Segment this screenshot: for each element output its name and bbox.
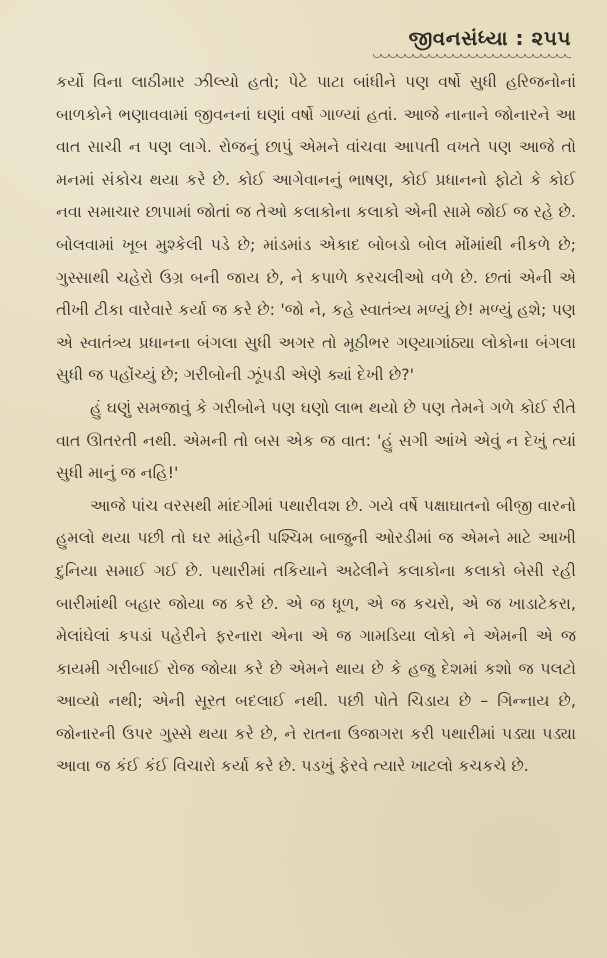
page-body xyxy=(56,66,576,783)
paragraph-3: આજે પાંચ વરસથી માંદગીમાં પથારીવશ છે. ગયે વર્ષે પક્ષાઘાતનો બીજી વારનો હુમલો થયા પછી તો ઘર માંહેની પશ્ચિમ બાજુની ઓરડીમાં જ એમને માટે આખી દુનિયા સમાઈ ગઈ છે. પથારીમાં તકિયાને અઢેલીને કલાકોના કલાકો બેસી રહી બારીમાંથી બહાર જોયા જ કરે છે. એ જ ધૂળ, એ જ કચરો, એ જ ખાડાટેકરા, મેલાંઘેલાં કપડાં પહેરીને ફરનારા એના એ જ ગામડિયા લોકો ને એમની એ જ કાયમી ગરીબાઈ રોજ જોયા કરે છે એમને થાય છે કે હજુ દેશમાં કશો જ પલટો આવ્યો નથી; એની સૂરત બદલાઈ નથી. પછી પોતે ચિડાય છે – ગિન્નાય છે, જોનારની ઉપર ગુસ્સે થયા કરે છે, ને રાતના ઉજાગરા કરી પથારીમાં પડ્યા પડ્યા આવા જ કંઈ કંઈ વિચારો કર્યા કરે છે. પડખું ફેરવે ત્યારે ખાટલો કચકચે છે. xyxy=(56,495,576,776)
decorative-wave-rule xyxy=(373,54,571,62)
paragraph-1: કર્યો વિના લાઠીમાર ઝીલ્યો હતો; પેટે પાટા બાંધીને પણ વર્ષો સુધી હરિજનોનાં બાળકોને ભણાવવામાં જીવનનાં ઘણાં વર્ષો ગાળ્યાં હતાં. આજે નાનાને જોનારને આ વાત સાચી ન પણ લાગે. રોજનું છાપું એમને વાંચવા આપતી વખતે પણ આજે તો મનમાં સંકોચ થયા કરે છે. કોઈ આગેવાનનું ભાષણ, કોઈ પ્રધાનનો ફોટો કે કોઈ નવા સમાચાર છાપામાં જોતાં જ તેઓ કલાકોના કલાકો એની સામે જોઈ જ રહે છે. બોલવામાં ખૂબ મુશ્કેલી પડે છે; માંડમાંડ એકાદ બોબડો બોલ મોંમાંથી નીકળે છે; ગુસ્સાથી ચહેરો ઉગ્ર બની જાય છે, ને કપાળે કરચલીઓ વળે છે. છતાં એની એ તીખી ટીકા વારેવારે કર્યા જ કરે છે: 'જો ને, કહે સ્વાતંત્ર્ય મળ્યું છે! મળ્યું હશે; પણ એ સ્વાતંત્ર્ય પ્રધાનના બંગલા સુધી અગર તો મૂઠીભર ગણ્યાગાંઠ્યા લોકોના બંગલા સુધી જ પહોંચ્યું છે; ગરીબોની ઝૂંપડી એણે ક્યાં દેખી છે?' xyxy=(56,72,576,385)
paragraph-2: હું ઘણું સમજાવું કે ગરીબોને પણ ઘણો લાભ થયો છે પણ તેમને ગળે કોઈ રીતે વાત ઊતરતી નથી. એમની તો બસ એક જ વાત: 'હું સગી આંખે એવું ન દેખું ત્યાં સુધી માનું જ નહિ!' xyxy=(56,397,576,483)
page-header xyxy=(341,26,571,62)
running-head: જીવનસંધ્યા : ૨૫૫ xyxy=(408,26,571,50)
